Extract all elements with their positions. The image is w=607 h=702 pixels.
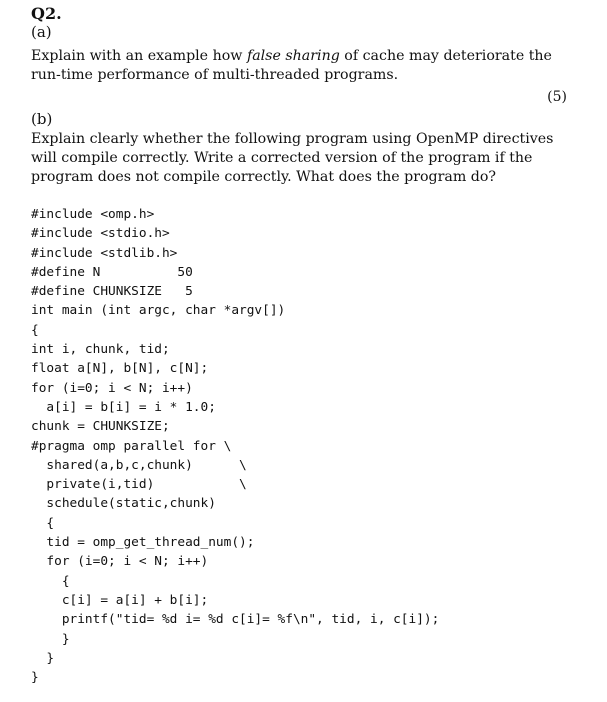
code-line: int i, chunk, tid; — [31, 342, 170, 358]
part-a-question-text — [31, 47, 561, 85]
code-line: { — [31, 515, 55, 531]
code-line: #pragma omp parallel for \ — [31, 438, 232, 454]
code-line: } — [31, 670, 39, 686]
code-line: float a[N], b[N], c[N]; — [31, 361, 209, 377]
part-a-text-before: Explain with an example how — [31, 48, 247, 64]
code-line: tid = omp_get_thread_num(); — [31, 535, 255, 551]
part-a-emphasis: false sharing — [246, 48, 340, 64]
part-a-text-after: of cache may deteriorate the run-time performance of multi-threaded programs. — [31, 48, 552, 83]
code-line: int main (int argc, char *argv[]) — [31, 303, 286, 319]
code-line: } — [31, 631, 70, 647]
part-a-label: (a) — [31, 23, 52, 41]
part-a-marks: (5) — [547, 89, 567, 105]
part-b-question-text: Explain clearly whether the following program using OpenMP directives will compile correctly. Write a corrected version of the program if the program does not compile correctly. What does the program do? — [31, 131, 554, 185]
code-line: private(i,tid) \ — [31, 477, 247, 493]
code-line: for (i=0; i < N; i++) — [31, 554, 209, 570]
code-line: c[i] = a[i] + b[i]; — [31, 592, 209, 608]
code-line: #include <stdio.h> — [31, 226, 170, 242]
code-line: a[i] = b[i] = i * 1.0; — [31, 399, 216, 415]
code-line: #define CHUNKSIZE 5 — [31, 284, 193, 300]
code-line: #define N 50 — [31, 264, 193, 280]
question-title: Q2. — [31, 4, 62, 23]
code-line: { — [31, 322, 39, 338]
code-line: schedule(static,chunk) — [31, 496, 216, 512]
code-line: } — [31, 650, 55, 666]
code-line: #include <omp.h> — [31, 207, 155, 222]
code-line: #include <stdlib.h> — [31, 245, 178, 261]
code-line: { — [31, 573, 70, 589]
code-listing — [31, 205, 551, 687]
code-line: chunk = CHUNKSIZE; — [31, 419, 170, 435]
part-b-label: (b) — [31, 110, 53, 128]
code-line: printf("tid= %d i= %d c[i]= %f\n", tid, i, c[i]); — [31, 612, 440, 628]
code-line: for (i=0; i < N; i++) — [31, 380, 193, 396]
code-line: shared(a,b,c,chunk) \ — [31, 457, 247, 473]
